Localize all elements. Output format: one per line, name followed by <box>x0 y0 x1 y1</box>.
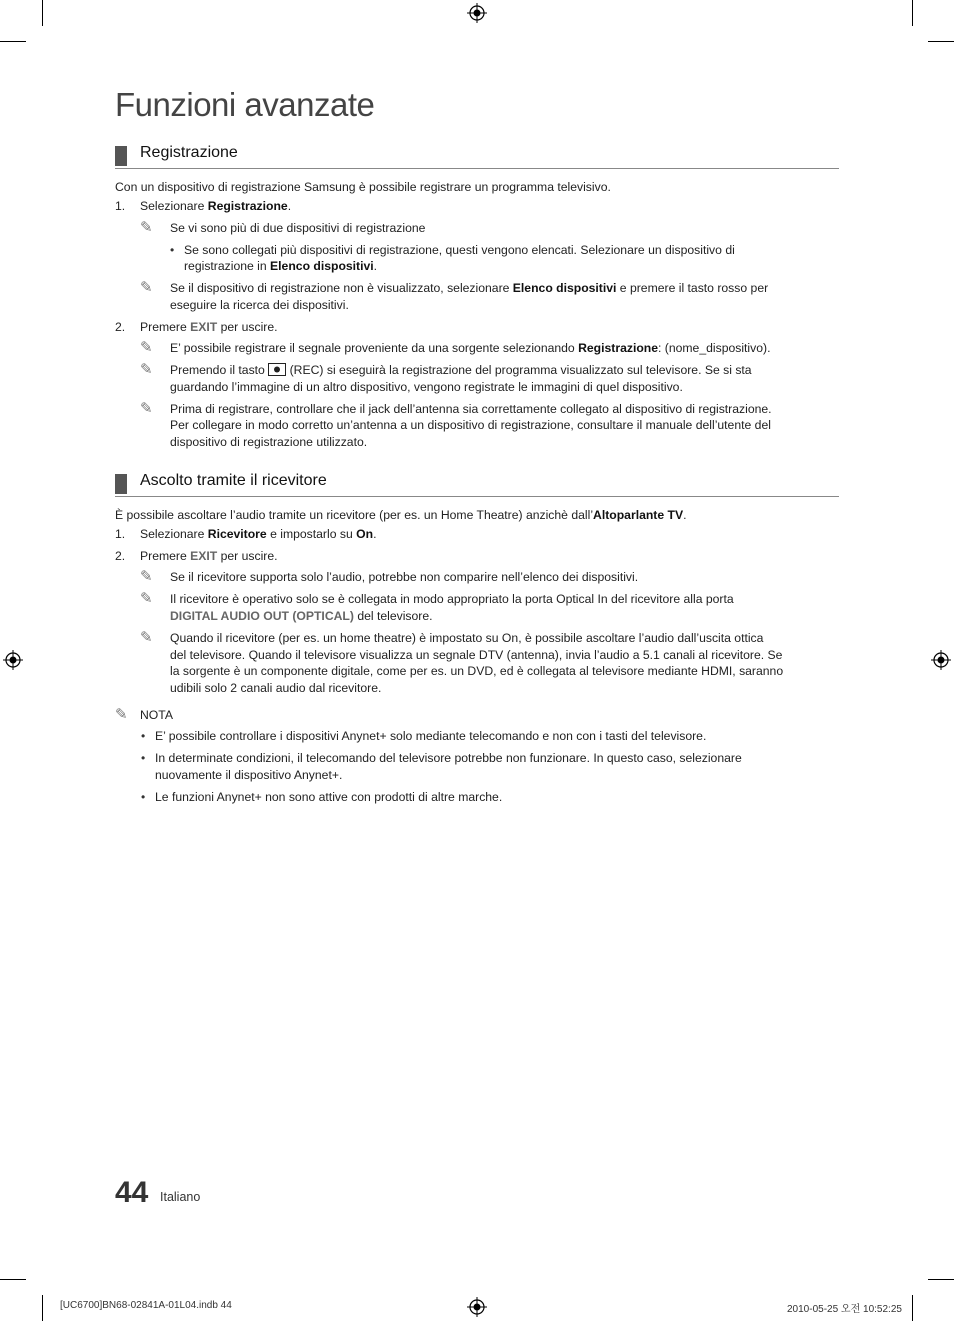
section-heading-ricevitore <box>115 474 839 497</box>
crop-mark <box>42 0 43 26</box>
note-text: eseguire la ricerca dei dispositivi. <box>170 298 349 312</box>
section-title: Ascolto tramite il ricevitore <box>140 472 327 489</box>
step-text: Premere EXIT per uscire. <box>140 320 278 334</box>
page-language: Italiano <box>160 1190 201 1204</box>
nota-label: NOTA <box>140 708 173 722</box>
bullet-icon: • <box>141 729 146 743</box>
footer-date: 2010-05-25 오전 10:52:25 <box>787 1304 902 1315</box>
bullet-text: Se sono collegati più dispositivi di registrazione, questi vengono elencati. Selezionare un dispositivo di <box>184 243 735 257</box>
step-text: Premere EXIT per uscire. <box>140 549 278 563</box>
registration-mark-icon <box>467 3 487 23</box>
nota-bullet-text: E’ possibile controllare i dispositivi Anynet+ solo mediante telecomando e non con i tasti del televisore. <box>155 729 707 743</box>
note-text: DIGITAL AUDIO OUT (OPTICAL) del televisore. <box>170 609 433 623</box>
note-text: Se il ricevitore supporta solo l’audio, potrebbe non comparire nell’elenco dei dispositivi. <box>170 570 639 584</box>
note-text: Se il dispositivo di registrazione non è visualizzato, selezionare Elenco dispositivi e premere il tasto rosso per <box>170 281 769 295</box>
page-number: 44 <box>115 1176 149 1209</box>
step-text: Selezionare Ricevitore e impostarlo su On. <box>140 527 377 541</box>
section-bar <box>115 146 127 166</box>
pencil-note-icon: ✎ <box>140 219 153 236</box>
note-text: Quando il ricevitore (per es. un home theatre) è impostato su On, è possibile ascoltare l’audio dall’uscita ottica <box>170 631 764 645</box>
note-text: dispositivo di registrazione utilizzato. <box>170 435 368 449</box>
footer-file: [UC6700]BN68-02841A-01L04.indb 44 <box>60 1300 232 1311</box>
note-text: Premendo il tasto (REC) si eseguirà la registrazione del programma visualizzato sul televisore. Se si sta <box>170 363 752 377</box>
crop-mark <box>912 0 913 26</box>
crop-mark <box>0 1279 26 1280</box>
note-text: guardando l’immagine di un altro dispositivo, vengono registrate le immagini di quel dispositivo. <box>170 380 683 394</box>
nota-bullet-text: Le funzioni Anynet+ non sono attive con prodotti di altre marche. <box>155 790 503 804</box>
crop-mark <box>928 1279 954 1280</box>
nota-bullet-text: nuovamente il dispositivo Anynet+. <box>155 768 343 782</box>
bullet-text: registrazione in Elenco dispositivi. <box>184 259 378 273</box>
step-number: 1. <box>115 527 126 541</box>
section-title: Registrazione <box>140 144 238 161</box>
nota-bullet-text: In determinate condizioni, il telecomando del televisore potrebbe non funzionare. In questo caso, selezionare <box>155 751 742 765</box>
page-title: Funzioni avanzate <box>115 86 375 123</box>
registration-mark-icon <box>3 650 23 670</box>
note-text: Prima di registrare, controllare che il jack dell’antenna sia correttamente collegato al dispositivo di registrazione. <box>170 402 772 416</box>
note-text: Per collegare in modo corretto un’antenna a un dispositivo di registrazione, consultare il manuale dell’utente del <box>170 418 771 432</box>
pencil-note-icon: ✎ <box>140 590 153 607</box>
pencil-note-icon: ✎ <box>140 279 153 296</box>
note-text: udibili solo 2 canali audio dal ricevitore. <box>170 681 382 695</box>
section-heading-registrazione <box>115 146 839 169</box>
intro-text: È possibile ascoltare l’audio tramite un ricevitore (per es. un Home Theatre) anzichè dall’Altoparlante TV. <box>115 508 687 522</box>
crop-mark <box>0 41 26 42</box>
note-text: Il ricevitore è operativo solo se è collegata in modo appropriato la porta Optical In del ricevitore alla porta <box>170 592 734 606</box>
pencil-note-icon: ✎ <box>140 629 153 646</box>
step-number: 2. <box>115 549 126 563</box>
intro-text: Con un dispositivo di registrazione Samsung è possibile registrare un programma televisivo. <box>115 180 611 194</box>
pencil-note-icon: ✎ <box>140 568 153 585</box>
note-text: la sorgente è un componente digitale, come per es. un DVD, ed è collegata al televisore mediante HDMI, saranno <box>170 664 784 678</box>
crop-mark <box>912 1295 913 1321</box>
note-text: del televisore. Quando il televisore visualizza un segnale DTV (antenna), invia l’audio a 5.1 canali al ricevitore. Se <box>170 648 783 662</box>
crop-mark <box>42 1295 43 1321</box>
pencil-note-icon: ✎ <box>115 706 128 723</box>
registration-mark-icon <box>467 1297 487 1317</box>
bullet-icon: • <box>170 243 175 257</box>
step-number: 1. <box>115 199 126 213</box>
note-text: E’ possibile registrare il segnale proveniente da una sorgente selezionando Registrazione: (nome_dispositivo). <box>170 341 771 355</box>
bullet-icon: • <box>141 751 146 765</box>
section-bar <box>115 474 127 494</box>
bullet-icon: • <box>141 790 146 804</box>
step-number: 2. <box>115 320 126 334</box>
crop-mark <box>928 41 954 42</box>
step-text: Selezionare Registrazione. <box>140 199 292 213</box>
pencil-note-icon: ✎ <box>140 339 153 356</box>
note-text: Se vi sono più di due dispositivi di registrazione <box>170 221 426 235</box>
rec-button-icon <box>268 363 286 376</box>
pencil-note-icon: ✎ <box>140 361 153 378</box>
registration-mark-icon <box>931 650 951 670</box>
pencil-note-icon: ✎ <box>140 400 153 417</box>
